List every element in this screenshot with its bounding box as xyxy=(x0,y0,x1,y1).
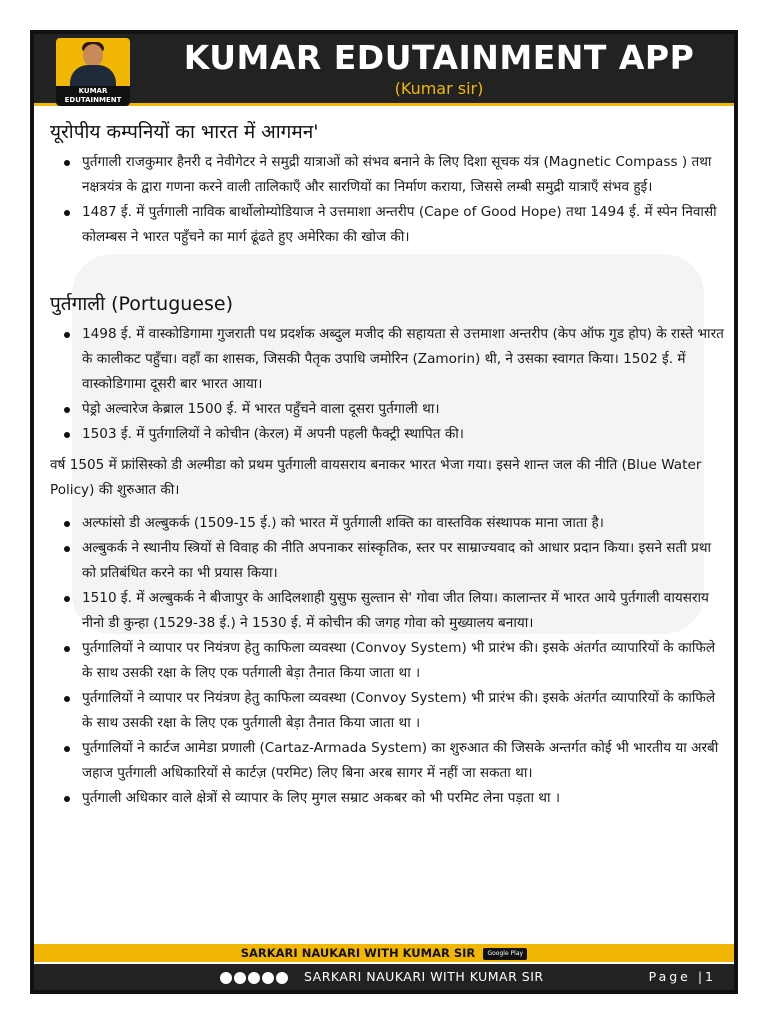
content xyxy=(46,118,724,811)
social-icons xyxy=(220,964,290,990)
app-subtitle: (Kumar sir) xyxy=(394,79,484,98)
list-item: पुर्तगाली राजकुमार हैनरी द नेवीगेटर ने समुद्री यात्राओं को संभव बनाने के लिए दिशा सूचक यंत्र (Magnetic Compass ) तथा नक्षत्रयंत्र के द्वारा गणना करने वाली तालिकाएँ और सारणियों का निर्माण कराया, जिससे लम्बी समुद्री यात्राएँ संभव हुई। xyxy=(54,150,724,200)
section-heading: यूरोपीय कम्पनियों का भारत में आगमन' xyxy=(50,121,319,143)
chat-icon[interactable] xyxy=(276,972,288,984)
list-item: 1498 ई. में वास्कोडिगामा गुजराती पथ प्रदर्शक अब्दुल मजीद की सहायता से उत्तमाशा अन्तरीप (केप ऑफ गुड होप) के रास्ते भारत के कालीकट पहुँचा। वहाँ का शासक, जिसकी पैतृक उपाधि जमोरिन (Zamorin) थी, ने उसका स्वागत किया। 1502 ई. में वास्कोडिगामा दूसरी बार भारत आया। xyxy=(54,322,724,397)
google-play-badge[interactable]: Google Play xyxy=(483,948,527,960)
list-item: पेड्रो अल्वारेज केब्राल 1500 ई. में भारत पहुँचने वाला दूसरा पुर्तगाली था। xyxy=(54,397,724,422)
list-item: 1510 ई. में अल्बुकर्क ने बीजापुर के आदिलशाही युसुफ सुल्तान से' गोवा जीत लिया। कालान्तर में भारत आये पुर्तगाली वायसराय नीनो डी कुन्हा (1529-38 ई.) ने 1530 ई. में कोचीन की जगह गोवा को मुख्यालय बनाया। xyxy=(54,586,724,636)
list-item: 1487 ई. में पुर्तगाली नाविक बार्थोलोम्योडियाज ने उत्तमाशा अन्तरीप (Cape of Good Hope) तथा 1494 ई. में स्पेन निवासी कोलम्बस ने भारत पहुँचने का मार्ग ढूंढते हुए अमेरिका की खोज की। xyxy=(54,200,724,250)
logo-text: KUMAR EDUTAINMENT xyxy=(56,86,130,106)
footer-brand: SARKARI NAUKARI WITH KUMAR SIR xyxy=(304,969,544,984)
facebook-icon[interactable] xyxy=(220,972,232,984)
bullet-list xyxy=(54,511,724,811)
app-title: KUMAR EDUTAINMENT APP xyxy=(183,38,695,77)
logo-body xyxy=(70,65,116,87)
section-heading: पुर्तगाली (Portuguese) xyxy=(50,293,233,315)
list-item: पुर्तगालियों ने कार्टज आमेडा प्रणाली (Cartaz-Armada System) का शुरुआत की जिसके अन्तर्गत कोई भी भारतीय या अरबी जहाज पुर्तगाली अधिकारियों से कार्टज़ (परमिट) लिए बिना अरब सागर में नहीं जा सकता था। xyxy=(54,736,724,786)
footer-banner xyxy=(34,944,734,962)
page-number: Page |1 xyxy=(648,969,716,984)
telegram-icon[interactable] xyxy=(234,972,246,984)
list-item: पुर्तगाली अधिकार वाले क्षेत्रों से व्यापार के लिए मुगल सम्राट अकबर को भी परमिट लेना पड़ता था । xyxy=(54,786,724,811)
bullet-list xyxy=(54,322,724,447)
header xyxy=(34,34,734,106)
youtube-icon[interactable] xyxy=(262,972,274,984)
footer-banner-text: SARKARI NAUKARI WITH KUMAR SIR xyxy=(240,946,476,960)
logo-face xyxy=(83,44,103,66)
footer-bar xyxy=(34,964,734,990)
list-item: 1503 ई. में पुर्तगालियों ने कोचीन (केरल) में अपनी पहली फैक्ट्री स्थापित की। xyxy=(54,422,724,447)
list-item: पुर्तगालियों ने व्यापार पर नियंत्रण हेतु काफिला व्यवस्था (Convoy System) भी प्रारंभ की। इसके अंतर्गत व्यापारियों के काफिले के साथ उसकी रक्षा के लिए एक पुर्तगाली बेड़ा तैनात किया जाता था । xyxy=(54,686,724,736)
list-item: अल्बुकर्क ने स्थानीय स्त्रियों से विवाह की नीति अपनाकर सांस्कृतिक, स्तर पर साम्राज्यवाद को आधार प्रदान किया। इसने सती प्रथा को प्रतिबंधित करने का भी प्रयास किया। xyxy=(54,536,724,586)
bullet-list xyxy=(54,150,724,250)
logo xyxy=(56,38,130,106)
list-item: अल्फांसो डी अल्बुकर्क (1509-15 ई.) को भारत में पुर्तगाली शक्ति का वास्तविक संस्थापक माना जाता है। xyxy=(54,511,724,536)
page-frame xyxy=(30,30,738,994)
list-item: पुर्तगालियों ने व्यापार पर नियंत्रण हेतु काफिला व्यवस्था (Convoy System) भी प्रारंभ की। इसके अंतर्गत व्यापारियों के काफिले के साथ उसकी रक्षा के लिए एक पर्तगाली बेड़ा तैनात किया जाता था । xyxy=(54,636,724,686)
instagram-icon[interactable] xyxy=(248,972,260,984)
paragraph: वर्ष 1505 में फ्रांसिस्को डी अल्मीडा को प्रथम पुर्तगाली वायसराय बनाकर भारत भेजा गया। इसने शान्त जल की नीति (Blue Water Policy) की शुरुआत की। xyxy=(50,457,702,498)
